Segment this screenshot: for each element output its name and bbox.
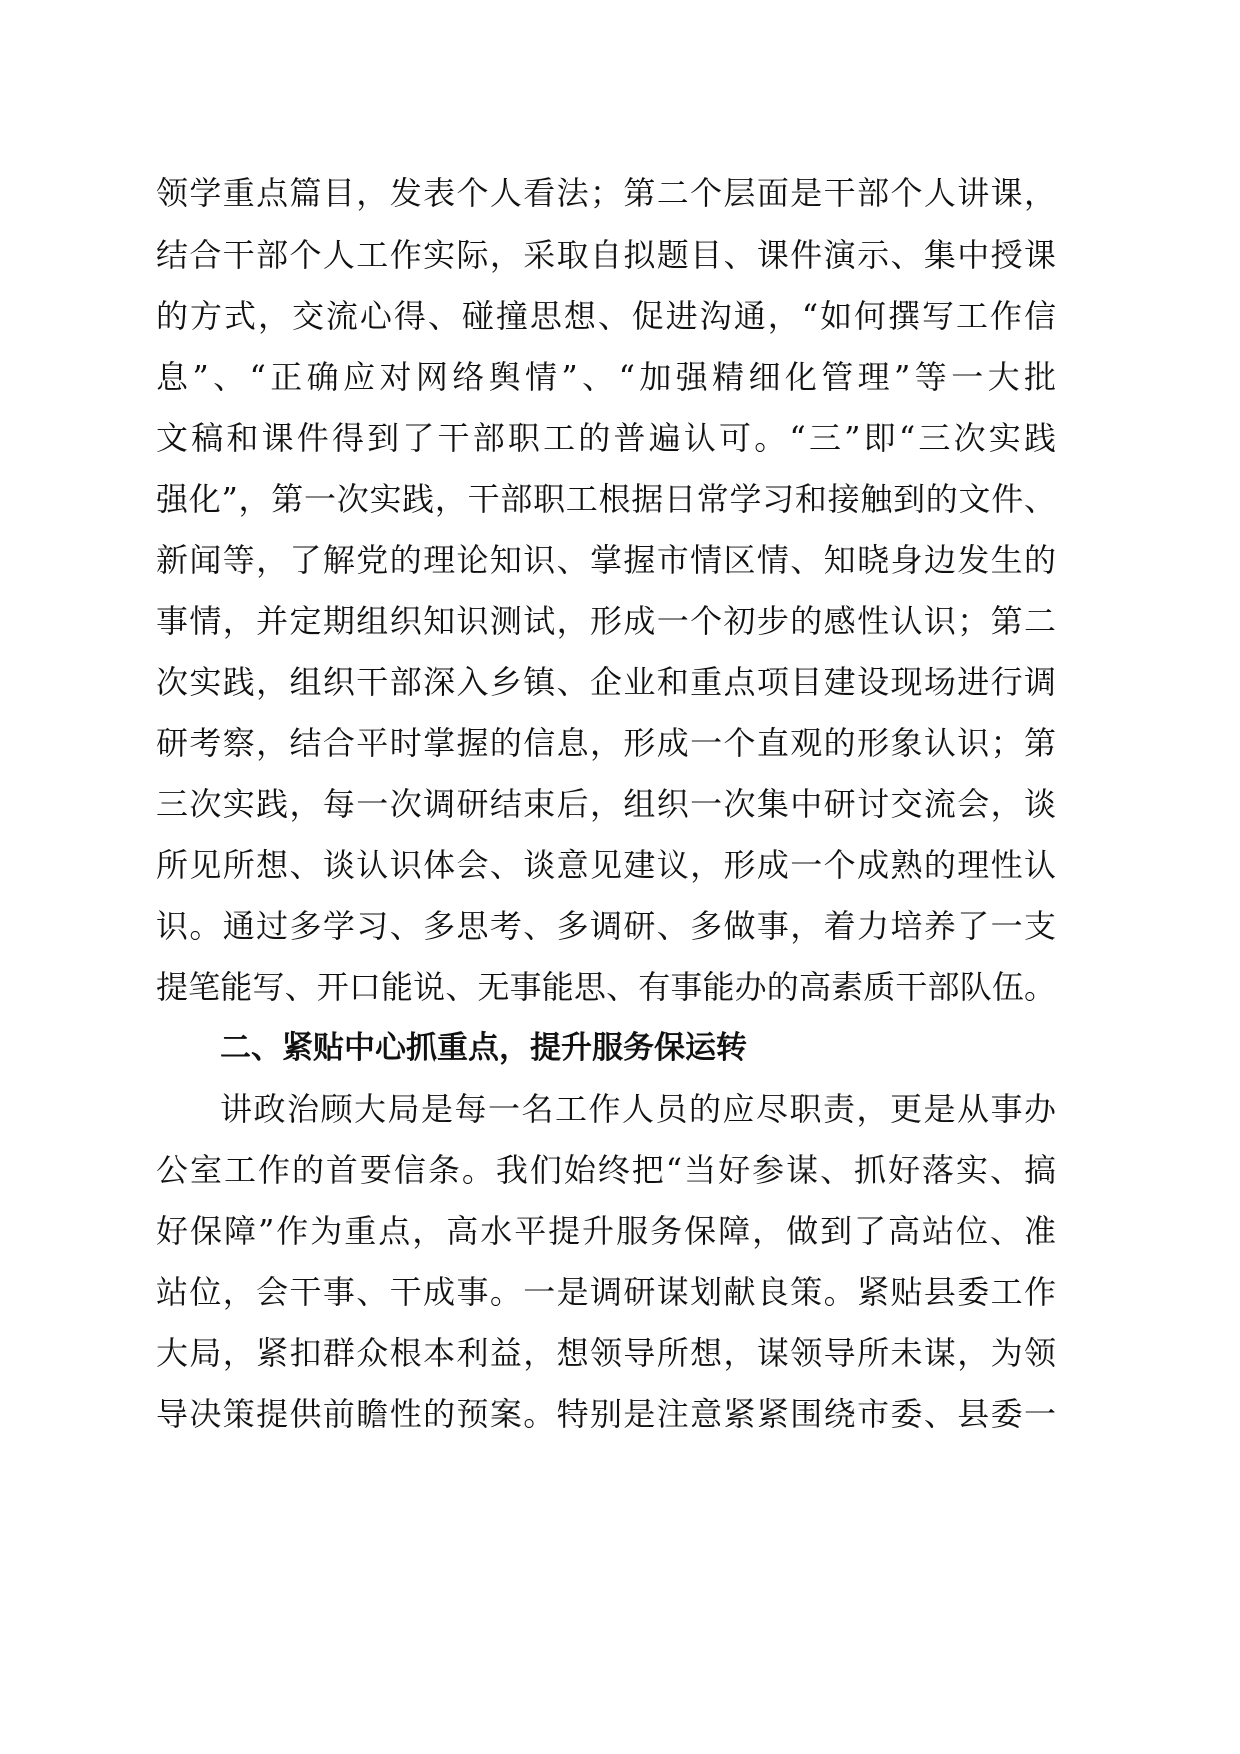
body-line-8: 事情，并定期组织知识测试，形成一个初步的感性认识；第二 bbox=[156, 602, 1056, 640]
body-line-10: 研考察，结合平时掌握的信息，形成一个直观的形象认识；第 bbox=[156, 724, 1056, 762]
body-line-20: 导决策提供前瞻性的预案。特别是注意紧紧围绕市委、县委一 bbox=[156, 1395, 1056, 1433]
body-line-3: 的方式，交流心得、碰撞思想、促进沟通，“如何撰写工作信 bbox=[156, 297, 1056, 335]
body-line-2: 结合干部个人工作实际，采取自拟题目、课件演示、集中授课 bbox=[156, 236, 1056, 274]
body-line-14: 提笔能写、开口能说、无事能思、有事能办的高素质干部队伍。 bbox=[156, 968, 1056, 1006]
body-line-12: 所见所想、谈认识体会、谈意见建议，形成一个成熟的理性认 bbox=[156, 846, 1056, 884]
body-line-11: 三次实践，每一次调研结束后，组织一次集中研讨交流会，谈 bbox=[156, 785, 1056, 823]
body-line-16: 公室工作的首要信条。我们始终把“当好参谋、抓好落实、搞 bbox=[156, 1151, 1056, 1189]
body-line-5: 文稿和课件得到了干部职工的普遍认可。“三”即“三次实践 bbox=[156, 419, 1056, 457]
body-line-18: 站位，会干事、干成事。一是调研谋划献良策。紧贴县委工作 bbox=[156, 1273, 1056, 1311]
body-line-7: 新闻等，了解党的理论知识、掌握市情区情、知晓身边发生的 bbox=[156, 541, 1056, 579]
body-line-15: 讲政治顾大局是每一名工作人员的应尽职责，更是从事办 bbox=[220, 1090, 1056, 1128]
body-line-19: 大局，紧扣群众根本利益，想领导所想，谋领导所未谋，为领 bbox=[156, 1334, 1056, 1372]
body-line-1: 领学重点篇目，发表个人看法；第二个层面是干部个人讲课， bbox=[156, 174, 1056, 212]
section-heading: 二、紧贴中心抓重点，提升服务保运转 bbox=[220, 1030, 747, 1066]
body-line-13: 识。通过多学习、多思考、多调研、多做事，着力培养了一支 bbox=[156, 907, 1056, 945]
body-line-9: 次实践，组织干部深入乡镇、企业和重点项目建设现场进行调 bbox=[156, 663, 1056, 701]
body-line-17: 好保障”作为重点，高水平提升服务保障，做到了高站位、准 bbox=[156, 1212, 1056, 1250]
body-line-4: 息”、“正确应对网络舆情”、“加强精细化管理”等一大批 bbox=[156, 358, 1056, 396]
body-line-6: 强化”，第一次实践，干部职工根据日常学习和接触到的文件、 bbox=[156, 480, 1056, 518]
